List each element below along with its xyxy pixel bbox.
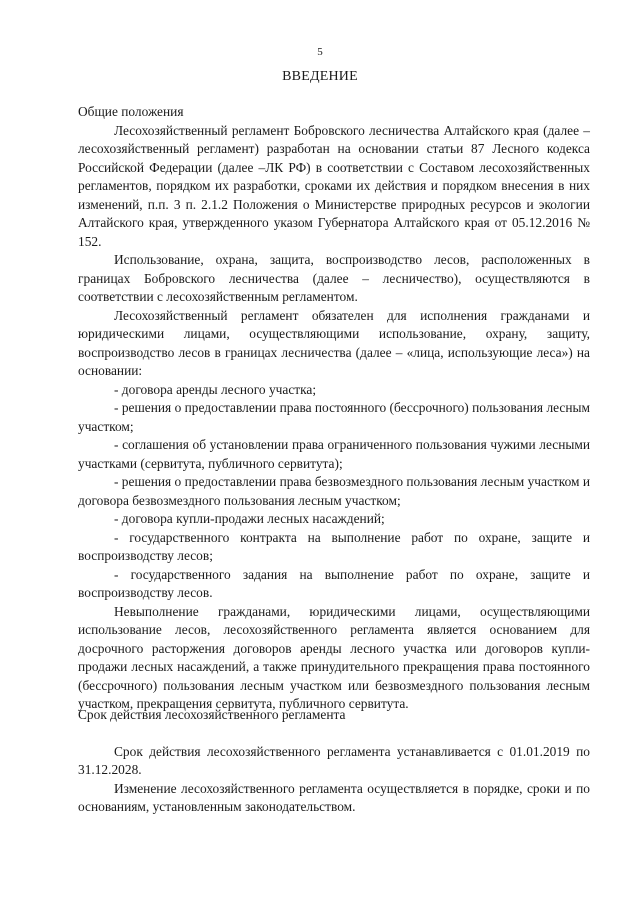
list-item: - договора аренды лесного участка; <box>114 381 317 397</box>
list-item: - решения о предоставлении права постоянного (бессрочного) пользования лесным участком; <box>78 400 590 434</box>
section-title: Общие положения <box>78 104 184 119</box>
paragraph: Изменение лесохозяйственного регламента осуществляется в порядке, сроки и по основаниям, установленным законодательством. <box>78 780 590 814</box>
page-title: ВВЕДЕНИЕ <box>282 69 358 84</box>
page-number: 5 <box>317 46 323 58</box>
paragraph: Лесохозяйственный регламент обязателен для исполнения гражданами и юридическими лицами, осуществляющими использование, охрану, защиту, воспроизводство лесов в границах лесничества (далее – «лица, использующие леса») на основании: <box>78 307 590 378</box>
section-title: Срок действия лесохозяйственного регламента <box>78 707 346 722</box>
paragraph: Лесохозяйственный регламент Бобровского лесничества Алтайского края (далее – лесохозяйственный регламент) разработан на основании статьи 87 Лесного кодекса Российской Федерации (далее –ЛК РФ) в соответствии с Составом лесохозяйственных регламентов, порядком их разработки, сроками их действия и порядком внесения в них изменений, п.п. 3 п. 2.1.2 Положения о Министерстве природных ресурсов и экологии Алтайского края, утвержденного указом Губернатора Алтайского края от 05.12.2016 № 152. <box>78 122 590 249</box>
list-item: - решения о предоставлении права безвозмездного пользования лесным участком и договора безвозмездного пользования лесным участком; <box>78 474 590 508</box>
section-general-provisions <box>78 103 590 714</box>
spacer <box>78 725 590 743</box>
section-validity-period <box>78 706 590 817</box>
paragraph: Срок действия лесохозяйственного регламента устанавливается с 01.01.2019 по 31.12.2028. <box>78 743 590 777</box>
list-item: - государственного задания на выполнение работ по охране, защите и воспроизводству лесов. <box>78 566 590 600</box>
paragraph: Использование, охрана, защита, воспроизводство лесов, расположенных в границах Бобровского лесничества (далее – лесничество), осуществляются в соответствии с лесохозяйственным регламентом. <box>78 252 590 304</box>
list-item: - соглашения об установлении права ограниченного пользования чужими лесными участками (сервитута, публичного сервитута); <box>78 437 590 471</box>
list-item: - договора купли-продажи лесных насаждений; <box>114 511 385 526</box>
paragraph: Невыполнение гражданами, юридическими лицами, осуществляющими использование лесов, лесохозяйственного регламента является основанием для досрочного расторжения договоров аренды лесного участка или договоров купли-продажи лесных насаждений, а также принудительного прекращения права постоянного (бессрочного) пользования лесным участком или безвозмездного пользования лесным участком, прекращения сервитута, публичного сервитута. <box>78 603 590 711</box>
list-item: - государственного контракта на выполнение работ по охране, защите и воспроизводству лесов; <box>78 529 590 563</box>
